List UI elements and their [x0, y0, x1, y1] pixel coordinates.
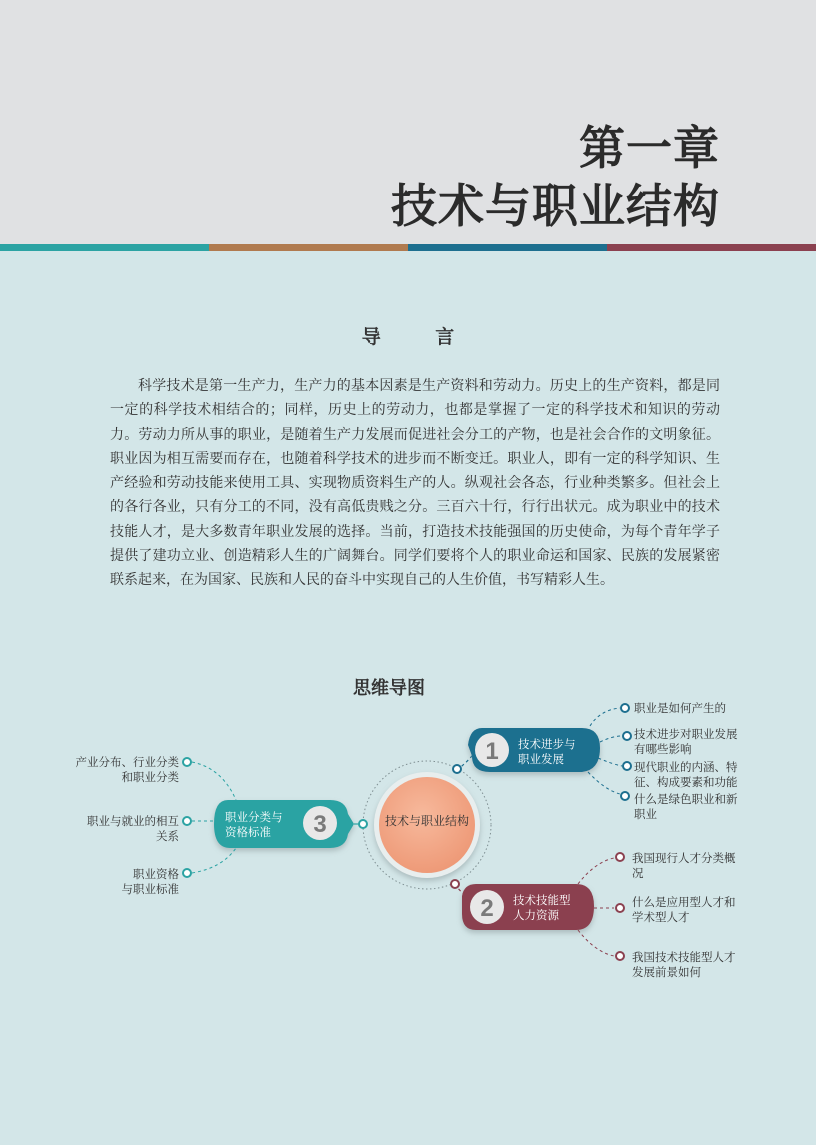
branch-2-label: 技术技能型 人力资源	[513, 893, 571, 922]
branch-1-leaf: 技术进步对职业发展 有哪些影响	[634, 727, 738, 756]
branch-3-label: 职业分类与 资格标准	[225, 810, 283, 839]
branch-1-leaf: 现代职业的内涵、特 征、构成要素和功能	[634, 760, 738, 789]
leaf-dot	[616, 853, 624, 861]
branch-2-dot	[451, 880, 459, 888]
chapter-number: 第一章	[579, 121, 720, 175]
leaf-dot	[183, 869, 191, 877]
mindmap-title: 思维导图	[353, 678, 425, 699]
leaf-dot	[183, 817, 191, 825]
leaf-dot	[623, 762, 631, 770]
intro-heading: 导 言	[361, 326, 479, 348]
branch-2-leaf: 我国技术技能型人才 发展前景如何	[632, 950, 736, 979]
branch-1-dot	[453, 765, 461, 773]
branch-2-number: 2	[480, 895, 494, 922]
branch-3-leaf: 职业与就业的相互 关系	[87, 814, 179, 843]
branch-1-leaf: 职业是如何产生的	[634, 701, 726, 715]
center-node-label: 技术与职业结构	[384, 814, 469, 828]
branch-1-label: 技术进步与 职业发展	[518, 737, 576, 766]
leaf-dot	[183, 758, 191, 766]
leaf-dot	[621, 792, 629, 800]
leaf-dot	[616, 904, 624, 912]
intro-paragraph: 科学技术是第一生产力，生产力的基本因素是生产资料和劳动力。历史上的生产资料，都是同一定的科学技术相结合的；同样，历史上的劳动力，也都是掌握了一定的科学技术和知识的劳动力。劳动力所从事的职业，是随着生产力发展而促进社会分工的产物，也是社会合作的文明象征。职业因为相互需要而存在，也随着科学技术的进步而不断变迁。职业人，即有一定的科学知识、生产经验和劳动技能来使用工具、实现物质资料生产的人。纵观社会各态，行业种类繁多。但社会上的各行各业，只有分工的不同，没有高低贵贱之分。三百六十行，行行出状元。成为职业中的技术技能人才，是大多数青年职业发展的选择。当前，打造技术技能强国的历史使命，为每个青年学子提供了建功立业、创造精彩人生的广阔舞台。同学们要将个人的职业命运和国家、民族的发展紧密联系起来，在为国家、民族和人民的奋斗中实现自己的人生价值，书写精彩人生。	[110, 378, 720, 589]
branch-3-leaf: 产业分布、行业分类 和职业分类	[75, 755, 179, 784]
branch-3-leaf: 职业资格 与职业标准	[121, 867, 179, 896]
branch-2-leaf: 我国现行人才分类概 况	[632, 851, 736, 880]
leaf-dot	[623, 732, 631, 740]
branch-3-number: 3	[313, 811, 327, 838]
branch-1-number: 1	[485, 738, 499, 765]
branch-2-leaf: 什么是应用型人才和 学术型人才	[632, 895, 736, 924]
leaf-dot	[616, 952, 624, 960]
leaf-dot	[621, 704, 629, 712]
branch-3-dot	[359, 820, 367, 828]
chapter-title: 技术与职业结构	[391, 179, 720, 233]
branch-1-leaf: 什么是绿色职业和新 职业	[634, 792, 738, 821]
